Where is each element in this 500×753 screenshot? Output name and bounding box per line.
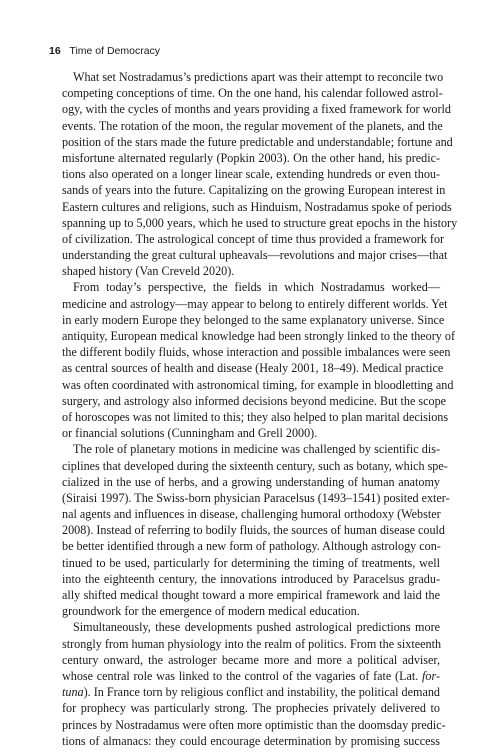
running-head [49,44,160,58]
text-line: shaped history (Van Creveld 2020). [62,264,235,279]
text-line: was often coordinated with astronomical timing, for example in bloodletting and [62,377,454,392]
text-line: century onward, the astrologer became more and more a political adviser, [62,652,440,667]
text-line: misfortune alternated regularly (Popkin 2003). On the other hand, his predic- [62,150,440,165]
running-title: Time of Democracy [69,45,161,57]
text-line: cialized in the use of herbs, and a growing understanding of human anatomy [62,474,440,489]
text-line [62,668,440,684]
text-line: antiquity, European medical knowledge had been strongly linked to the theory of [62,329,455,343]
text-line: ally shifted medical thought toward a more empirical framework and laid the [62,588,440,602]
text-line: sands of years into the future. Capitalizing on the growing European interest in [62,183,446,198]
text-line [62,684,440,700]
text-line: of civilization. The astrological concept of time thus provided a framework for [62,231,445,246]
text-line: Simultaneously, these developments pushed astrological predictions more [73,620,440,635]
text-line: as central sources of health and disease (Healy 2001, 18–49). Medical practice [62,361,444,376]
text-line: competing conceptions of time. On the one hand, his calendar followed astrol- [62,86,443,101]
latin-term: for- [422,668,440,683]
latin-term: tuna [62,685,84,700]
body-text [62,69,458,749]
text-line: The role of planetary motions in medicine was challenged by scientific dis- [73,442,440,457]
text-line: into the eighteenth century, the innovations introduced by Paracelsus gradu- [62,571,440,586]
text-line: events. The rotation of the moon, the regular movement of the planets, and the [62,118,443,133]
text-line: nal agents and influences in disease, challenging humoral orthodoxy (Webster [62,507,441,522]
text-line: surgery, and astrology also informed decisions beyond medicine. But the scope [62,393,447,408]
text-line: (Siraisi 1997). The Swiss-born physician Paracelsus (1493–1541) posited exter- [62,490,450,505]
text-line: What set Nostradamus’s predictions apart was their attempt to reconcile two [73,70,444,84]
text-line: groundwork for the emergence of modern medical education. [62,604,360,619]
text-line: in early modern Europe they belonged to the same explanatory universe. Since [62,312,445,327]
text-line-part: ). In France torn by religious conflict and instability, the political demand [83,685,440,700]
text-line: the different bodily fluids, whose interaction and possible imbalances were seen [62,345,451,360]
text-line: tions of almanacs: they could encourage determination by promising success [62,733,440,748]
text-line: princes by Nostradamus were often more optimistic than the doomsday predic- [62,717,446,732]
text-line: position of the stars made the future predictable and understandable; fortune and [62,134,453,149]
text-line: understanding the great cultural upheavals—revolutions and major crises—that [62,248,448,263]
text-line: or financial solutions (Cunningham and Grell 2000). [62,426,318,441]
paragraph-2 [62,279,455,441]
text-line-part: whose central role was linked to the control of the vagaries of fate (Lat. [62,668,423,683]
page-number: 16 [49,45,61,57]
text-line: for prophecy was particularly strong. The prophecies privately delivered to [62,701,440,716]
text-line: tinued to be used, particularly for determining the timing of treatments, well [62,555,440,570]
text-line: medicine and astrology—may appear to belong to entirely different worlds. Yet [62,296,448,311]
text-line: strongly from human physiology into the realm of politics. From the sixteenth [62,636,442,651]
paragraph-3 [62,441,450,619]
text-line: Eastern cultures and religions, such as Hinduism, Nostradamus spoke of periods [62,199,452,214]
text-line: From today’s perspective, the fields in which Nostradamus worked— [73,280,440,295]
text-line: ogy, with the cycles of months and years providing a fixed framework for world [62,102,451,117]
text-line: ciplines that developed during the sixteenth century, such as botany, which spe- [62,458,448,473]
paragraph-4 [62,619,446,749]
text-line: tions also operated on a longer linear scale, extending hundreds or even thou- [62,167,440,182]
text-line: spanning up to 5,000 years, which he used to structure great epochs in the history [62,215,458,230]
text-line: 2008). Instead of referring to bodily fluids, the sources of human disease could [62,523,446,538]
text-line: be better identified through a new form of pathology. Although astrology con- [62,539,441,554]
text-line: of horoscopes was not limited to this; they also helped to plan marital decisions [62,409,449,424]
paragraph-1 [62,69,458,279]
